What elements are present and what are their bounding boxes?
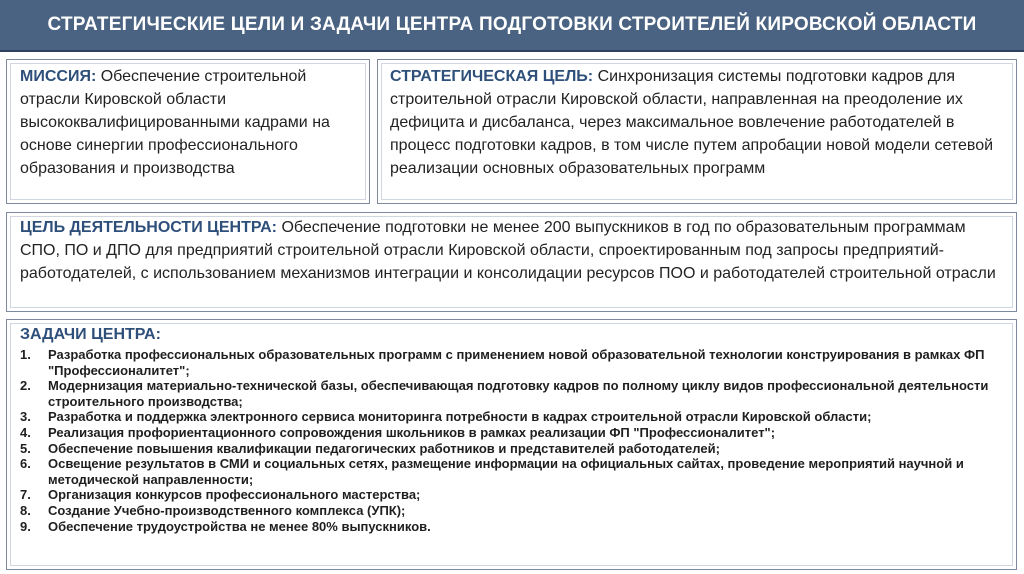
mission-text: Обеспечение строительной отрасли Кировской области высококвалифицированными кадрами на основе синергии профессионального образования и производства [20, 68, 330, 177]
task-number: 5. [20, 440, 31, 456]
task-number: 7. [20, 487, 31, 503]
task-item [20, 347, 1006, 378]
task-item [20, 503, 1006, 519]
task-item [20, 425, 1006, 441]
task-text: Обеспечение трудоустройства не менее 80% выпускников. [48, 518, 431, 534]
strategic-goal-text: Синхронизация системы подготовки кадров для строительной отрасли Кировской области, направленная на преодоление их дефицита и дисбаланса, через максимальное вовлечение работодателей в процесс подготовки кадров, в том числе путем апробации новой модели сетевой реализации основных образовательных программ [390, 68, 994, 177]
tasks-box [6, 319, 1017, 570]
task-number: 1. [20, 347, 31, 362]
task-text: Освещение результатов в СМИ и социальных сетях, размещение информации на официальных сайтах, проведение мероприятий научной и методической направленности; [48, 456, 964, 487]
mission-heading: МИССИЯ: [20, 68, 97, 85]
task-number: 3. [20, 409, 31, 425]
activity-goal-heading: ЦЕЛЬ ДЕЯТЕЛЬНОСТИ ЦЕНТРА: [20, 219, 277, 236]
task-item [20, 487, 1006, 503]
mission-box [6, 59, 370, 204]
task-text: Обеспечение повышения квалификации педагогических работников и представителей работодателей; [48, 440, 720, 456]
task-text: Модернизация материально-технической базы, обеспечивающая подготовку кадров по полному циклу видов профессиональной деятельности строительного производства; [48, 378, 989, 409]
task-number: 6. [20, 456, 31, 472]
task-item [20, 378, 1006, 409]
activity-goal-content [20, 216, 1006, 285]
activity-goal-text: Обеспечение подготовки не менее 200 выпускников в год по образовательным программам СПО, ПО и ДПО для предприятий строительной отрасли Кировской области, спроектированным под запросы предприятий-работодателей, с использованием механизмов интеграции и консолидации ресурсов ПОО и работодателей строительной отрасли [20, 219, 996, 282]
task-item [20, 441, 1006, 457]
task-text: Реализация профориентационного сопровождения школьников в рамках реализации ФП "Профессионалитет"; [48, 424, 776, 440]
task-number: 9. [20, 518, 31, 534]
task-number: 2. [20, 378, 31, 394]
mission-content [20, 65, 359, 180]
task-number: 4. [20, 424, 31, 440]
task-text: Организация конкурсов профессионального мастерства; [48, 487, 421, 503]
task-item [20, 456, 1006, 487]
task-number: 8. [20, 502, 31, 518]
task-text: Разработка профессиональных образовательных программ с применением новой образовательной технологии конструирования в рамках ФП "Профессионалитет"; [48, 347, 985, 378]
page-header [0, 0, 1024, 52]
task-list [20, 347, 1006, 534]
task-text: Создание Учебно-производственного комплекса (УПК); [48, 502, 406, 518]
task-item [20, 409, 1006, 425]
strategic-goal-box [377, 59, 1017, 204]
tasks-heading: ЗАДАЧИ ЦЕНТРА: [20, 326, 161, 343]
task-text: Разработка и поддержка электронного сервиса мониторинга потребности в кадрах строительной отрасли Кировской области; [48, 409, 872, 425]
strategic-goal-content [390, 65, 1006, 180]
activity-goal-box [6, 212, 1017, 312]
page-title: СТРАТЕГИЧЕСКИЕ ЦЕЛИ И ЗАДАЧИ ЦЕНТРА ПОДГОТОВКИ СТРОИТЕЛЕЙ КИРОВСКОЙ ОБЛАСТИ [47, 14, 977, 35]
task-item [20, 519, 1006, 535]
strategic-goal-heading: СТРАТЕГИЧЕСКАЯ ЦЕЛЬ: [390, 68, 594, 85]
